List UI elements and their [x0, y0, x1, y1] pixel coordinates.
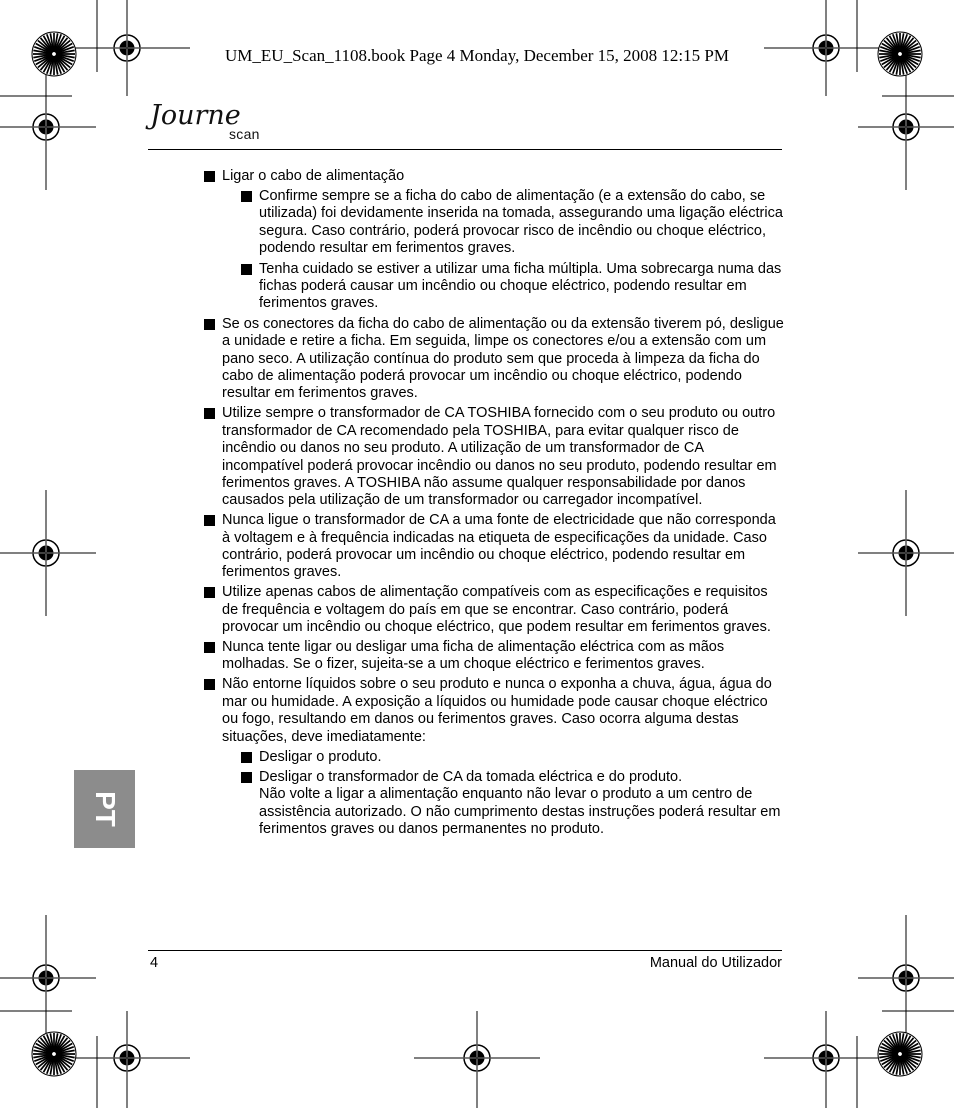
language-tab — [74, 770, 135, 848]
header-rule — [148, 149, 782, 150]
starburst-mark-icon — [878, 1032, 922, 1076]
journe-logo-script: Journe — [150, 100, 241, 131]
bullet-square-icon — [241, 264, 252, 275]
sub-list-item-text: Confirme sempre se a ficha do cabo de alimentação (e a extensão do cabo, se utilizada) foi devidamente inserida na tomada, assegurando uma ligação eléctrica segura. Caso contrário, poderá provocar risco de incêndio ou choque eléctrico, podendo resultar em ferimentos graves. — [259, 187, 783, 257]
list-item — [204, 168, 784, 313]
bullet-square-icon — [241, 191, 252, 202]
list-item — [204, 584, 784, 636]
language-tab-label: PT — [89, 791, 121, 827]
list-item — [204, 405, 784, 509]
sub-list-item-text-continued: Não volte a ligar a alimentação enquanto não levar o produto a um centro de assistência autorizado. O não cumprimento destas instruções poderá resultar em ferimentos graves ou danos permanentes no produto. — [259, 786, 781, 838]
list-item-text: Utilize apenas cabos de alimentação compatíveis com as especificações e requisitos de frequência e voltagem do país em que se encontrar. Caso contrário, poderá provocar um incêndio ou choque eléctrico, que podem resultar em ferimentos graves. — [222, 584, 771, 636]
list-item-text: Ligar o cabo de alimentação — [222, 168, 405, 184]
starburst-mark-icon — [32, 1032, 76, 1076]
print-slug: UM_EU_Scan_1108.book Page 4 Monday, December 15, 2008 12:15 PM — [225, 46, 729, 65]
page-number: 4 — [150, 955, 159, 971]
safety-list — [204, 168, 784, 842]
sub-list-item — [241, 749, 784, 766]
sub-list-item-text: Desligar o produto. — [259, 748, 382, 765]
sub-list-item — [241, 261, 784, 313]
sub-list-item-text: Tenha cuidado se estiver a utilizar uma ficha múltipla. Uma sobrecarga numa das fichas poderá causar um incêndio ou choque eléctrico, podendo resultar em ferimentos graves. — [259, 260, 782, 312]
bullet-square-icon — [204, 587, 215, 598]
list-item — [204, 639, 784, 674]
bullet-square-icon — [241, 752, 252, 763]
bullet-square-icon — [204, 642, 215, 653]
list-item — [204, 512, 784, 582]
bullet-square-icon — [204, 515, 215, 526]
manual-title: Manual do Utilizador — [649, 955, 782, 971]
bullet-square-icon — [204, 319, 215, 330]
sub-list — [241, 188, 784, 313]
list-item — [204, 316, 784, 403]
list-item-text: Utilize sempre o transformador de CA TOSHIBA fornecido com o seu produto ou outro transformador de CA recomendado pela TOSHIBA, para evitar qualquer risco de incêndio ou danos no seu produto. A utilização de um transformador de CA incompatível poderá provocar incêndio ou danos no seu produto, podendo resultar em ferimentos graves. A TOSHIBA não assume qualquer responsabilidade por danos causados pela utilização de um transformador ou carregador incompatível. — [222, 405, 777, 509]
sub-list — [241, 749, 784, 839]
list-item — [204, 676, 784, 838]
sub-list-item-text: Desligar o transformador de CA da tomada eléctrica e do produto. — [259, 768, 683, 785]
list-item-text: Nunca tente ligar ou desligar uma ficha de alimentação eléctrica com as mãos molhadas. Se o fizer, sujeita-se a um choque eléctrico e ferimentos graves. — [222, 639, 725, 673]
bullet-square-icon — [241, 772, 252, 783]
bullet-square-icon — [204, 679, 215, 690]
journe-logo-sub: scan — [229, 126, 260, 142]
list-item-text: Se os conectores da ficha do cabo de alimentação ou da extensão tiverem pó, desligue a unidade e retire a ficha. Em seguida, limpe os conectores e/ou a extensão com um pano seco. A utilização contínua do produto sem que proceda à limpeza da ficha do cabo de alimentação poderá provocar um incêndio ou choque eléctrico, podendo resultar em ferimentos graves. — [222, 315, 784, 402]
list-item-text: Não entorne líquidos sobre o seu produto e nunca o exponha a chuva, água, água do mar ou humidade. A exposição a líquidos ou humidade pode causar choque eléctrico ou fogo, resultando em danos ou ferimentos graves. Caso ocorra alguma destas situações, deve imediatamente: — [222, 676, 772, 745]
bullet-square-icon — [204, 171, 215, 182]
footer-rule — [148, 950, 782, 951]
bullet-square-icon — [204, 408, 215, 419]
list-item-text: Nunca ligue o transformador de CA a uma fonte de electricidade que não corresponda à voltagem e à frequência indicadas na etiqueta de especificações da unidade. Caso contrário, poderá provocar um incêndio ou choque eléctrico, podendo resultar em ferimentos graves. — [222, 512, 776, 581]
sub-list-item — [241, 769, 784, 839]
sub-list-item — [241, 188, 784, 258]
